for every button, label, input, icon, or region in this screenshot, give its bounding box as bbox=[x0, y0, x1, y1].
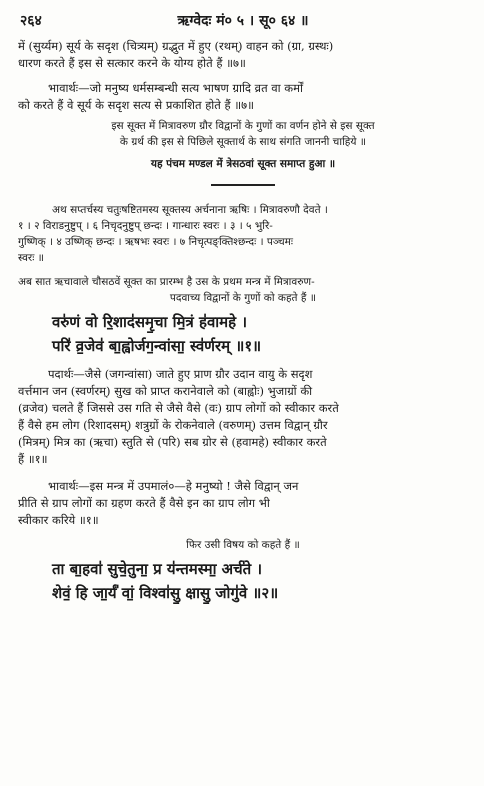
section-divider bbox=[211, 184, 275, 186]
next-mantra-intro: फिर उसी विषय को कहते हैं ॥ bbox=[186, 539, 300, 551]
padartha-line: हैं वैसे हम लोग (रिशादसम्) शत्रुग्रों के रोकनेवाले (वरुणम्) उत्तम विद्वान् ग्रौर bbox=[18, 418, 328, 432]
mantra-intro-line: अब सात ऋचावाले चौसठवें सूक्त का प्रारम्भ है उस के प्रथम मन्त्र में मित्रावरुण- bbox=[18, 276, 315, 288]
sukta-intro-line: १ । २ विराडनुष्टुप् । ६ निचृदनुष्टुप् छन्दः । गान्धारः स्वरः । ३ । ५ भुरि- bbox=[18, 220, 273, 232]
sukta-intro-line: अथ सप्तर्चस्य चतुःषष्टितमस्य सूक्तस्य अर्चनाना ऋषिः । मित्रावरुणौ देवते । bbox=[52, 204, 328, 216]
bhavartha-line: स्वीकार करिये ॥१॥ bbox=[18, 513, 99, 527]
mantra-2-line: ता बा॒हवा॑ सुचे॒तुना॒ प्र य॑न्तमस्मा॒ अर्च॑ते । bbox=[52, 560, 263, 578]
verse7-meaning-line: में (सुर्य्यम) सूर्य के सदृश (चित्र्यम्) ग्रद्भुत में हुए (रथम्) वाहन को (ग्रा, ग्रस्थः) bbox=[18, 39, 334, 53]
padartha-line: (मित्रम्) मित्र का (ऋचा) स्तुति से (परि) सब ग्रोर से (हवामहे) स्वीकार करते bbox=[18, 435, 327, 449]
sukta-intro-line: गुष्णिक् । ४ उष्णिक् छन्दः । ऋषभः स्वरः । ७ निचृत्पङ्क्तिश्छन्दः । पञ्चमः bbox=[18, 236, 294, 248]
sukta-summary-line: इस सूक्त में मित्रावरुण ग्रौर विद्वानों के गुणों का वर्णन होने से इस सूक्त bbox=[111, 120, 375, 132]
padartha-line: (व्रजेव) चलते हैं जिससे उस गति से जैसे वैसे (वः) ग्राप लोगों को स्वीकार करते bbox=[18, 401, 339, 415]
verse7-meaning-line: धारण करते हैं इस से सत्कार करने के योग्य होते हैं ॥७॥ bbox=[18, 56, 246, 70]
padartha-line: वर्त्तमान जन (स्वर्णरम्) सुख को प्राप्त करानेवाले को (बाह्वोः) भुजाग्रों की bbox=[18, 384, 313, 398]
page-number: २६४ bbox=[20, 13, 42, 29]
sukta-intro-line: स्वरः ॥ bbox=[18, 252, 44, 264]
sukta-conclusion: यह पंचम मण्डल में त्रेसठवां सूक्त समाप्त हुआ ॥ bbox=[150, 158, 336, 170]
mantra-intro-line: पदवाच्य विद्वानों के गुणों को कहते हैं ॥ bbox=[169, 292, 317, 304]
mantra-1-line: वरु॑णं वो रि॒शाद॑समृ॒चा मि॒त्रं ह॑वामहे । bbox=[52, 313, 248, 331]
page-header bbox=[18, 8, 468, 32]
mantra-2-line: शेवं॒ हि जा॒र्यं॑ वां॒ विश्वा॑सु॒ क्षासु॒ जोगु॑वे ॥२॥ bbox=[52, 584, 279, 602]
verse7-bhavartha-line: को करते हैं वे सूर्य के सदृश सत्य से प्रकाशित होते हैं ॥७॥ bbox=[18, 98, 255, 112]
running-header: ऋग्वेदः मं० ५ । सू० ६४ ॥ bbox=[177, 13, 309, 29]
bhavartha-line: भावार्थः—इस मन्त्र में उपमालं०—हे मनुष्यो ! जैसे विद्वान् जन bbox=[48, 479, 299, 493]
bhavartha-line: प्रीति से ग्राप लोगों का ग्रहण करते हैं वैसे इन का ग्राप लोग भी bbox=[18, 496, 270, 510]
padartha-line: पदार्थः—जैसे (जगन्वांसा) जाते हुए प्राण ग्रौर उदान वायु के सदृश bbox=[48, 367, 313, 381]
sukta-summary-line: के ग्रर्थ की इस से पिछिले सूक्तार्थ के साथ संगति जाननी चाहिये ॥ bbox=[119, 136, 367, 148]
mantra-1-line: परि॑ व्र॒जेव॑ बा॒ह्वोर्जग॒न्वांसा॒ स्व॑र्णरम् ॥१॥ bbox=[52, 337, 262, 355]
verse7-bhavartha-line: भावार्थः—जो मनुष्य धर्मसम्बन्धी सत्य भाषण ग्रादि व्रत वा कर्मों bbox=[48, 81, 303, 95]
padartha-line: हैं ॥१॥ bbox=[18, 452, 48, 466]
